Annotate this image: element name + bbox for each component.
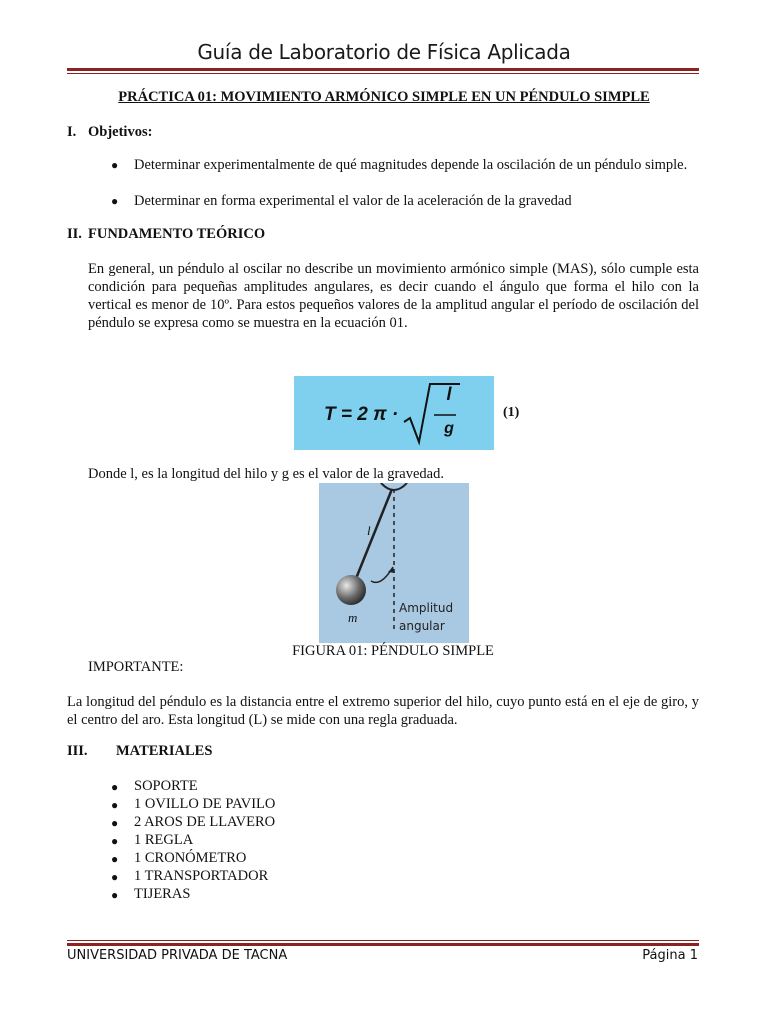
section3-number: III. [67, 743, 88, 759]
bullet-icon: ● [111, 158, 119, 172]
pendulum-illustration [319, 483, 469, 643]
bullet-icon: ● [111, 816, 119, 830]
section1-number: I. [67, 124, 77, 140]
material-item: SOPORTE [134, 778, 198, 794]
pendulum-figure [319, 483, 469, 643]
material-item: 1 OVILLO DE PAVILO [134, 796, 276, 812]
practice-title: PRÁCTICA 01: MOVIMIENTO ARMÓNICO SIMPLE EN UN PÉNDULO SIMPLE [118, 89, 650, 105]
page-header-title: Guía de Laboratorio de Física Aplicada [197, 40, 571, 64]
header-rule-thin [67, 73, 699, 74]
figure-label-amplitude-1: Amplitud [399, 601, 454, 615]
figure-caption: FIGURA 01: PÉNDULO SIMPLE [292, 643, 494, 659]
material-item: 1 TRANSPORTADOR [134, 868, 269, 884]
theory-paragraph: En general, un péndulo al oscilar no describe un movimiento armónico simple (MAS), sólo cumple esta condición para pequeñas amplitudes angulares, es decir cuando el ángulo que forma el hilo con la vertical es menor de 10º. Para estos pequeños valores de la amplitud angular el período de oscilación del péndulo se expresa como se muestra en la ecuación 01. [88, 261, 699, 331]
material-item: 2 AROS DE LLAVERO [134, 814, 276, 830]
figure-label-amplitude-2: angular [399, 619, 445, 633]
bullet-icon: ● [111, 870, 119, 884]
bullet-icon: ● [111, 852, 119, 866]
objective-item-2: Determinar en forma experimental el valor de la aceleración de la gravedad [134, 193, 572, 209]
footer-page-number: Página 1 [642, 948, 698, 963]
footer-university: UNIVERSIDAD PRIVADA DE TACNA [67, 948, 288, 963]
figure-label-m: m [348, 610, 358, 625]
bullet-icon: ● [111, 888, 119, 902]
equation-denominator: g [444, 420, 454, 437]
where-text: Donde l, es la longitud del hilo y g es el valor de la gravedad. [88, 466, 444, 482]
section1-title: Objetivos: [88, 124, 153, 140]
section3-title: MATERIALES [116, 743, 213, 759]
material-item: 1 CRONÓMETRO [134, 850, 247, 866]
header-rule-thick [67, 68, 699, 71]
bullet-icon: ● [111, 780, 119, 794]
equation-image [294, 376, 494, 450]
footer-rule-thin [67, 940, 699, 941]
footer-rule-thick [67, 943, 699, 946]
important-text: La longitud del péndulo es la distancia entre el extremo superior del hilo, cuyo punto está en el eje de giro, y el centro del aro. Esta longitud (L) se mide con una regla graduada. [67, 694, 699, 728]
objective-item-1: Determinar experimentalmente de qué magnitudes depende la oscilación de un péndulo simple. [134, 157, 688, 173]
section2-title: FUNDAMENTO TEÓRICO [88, 226, 266, 242]
bullet-icon: ● [111, 194, 119, 208]
important-label: IMPORTANTE: [88, 659, 184, 675]
bullet-icon: ● [111, 798, 119, 812]
section2-number: II. [67, 226, 82, 242]
material-item: TIJERAS [134, 886, 191, 902]
material-item: 1 REGLA [134, 832, 194, 848]
bullet-icon: ● [111, 834, 119, 848]
equation-label: (1) [503, 405, 520, 420]
equation-numerator: l [446, 384, 452, 404]
figure-label-l: l [367, 523, 371, 538]
equation-lhs: T = 2 π · [324, 404, 399, 425]
